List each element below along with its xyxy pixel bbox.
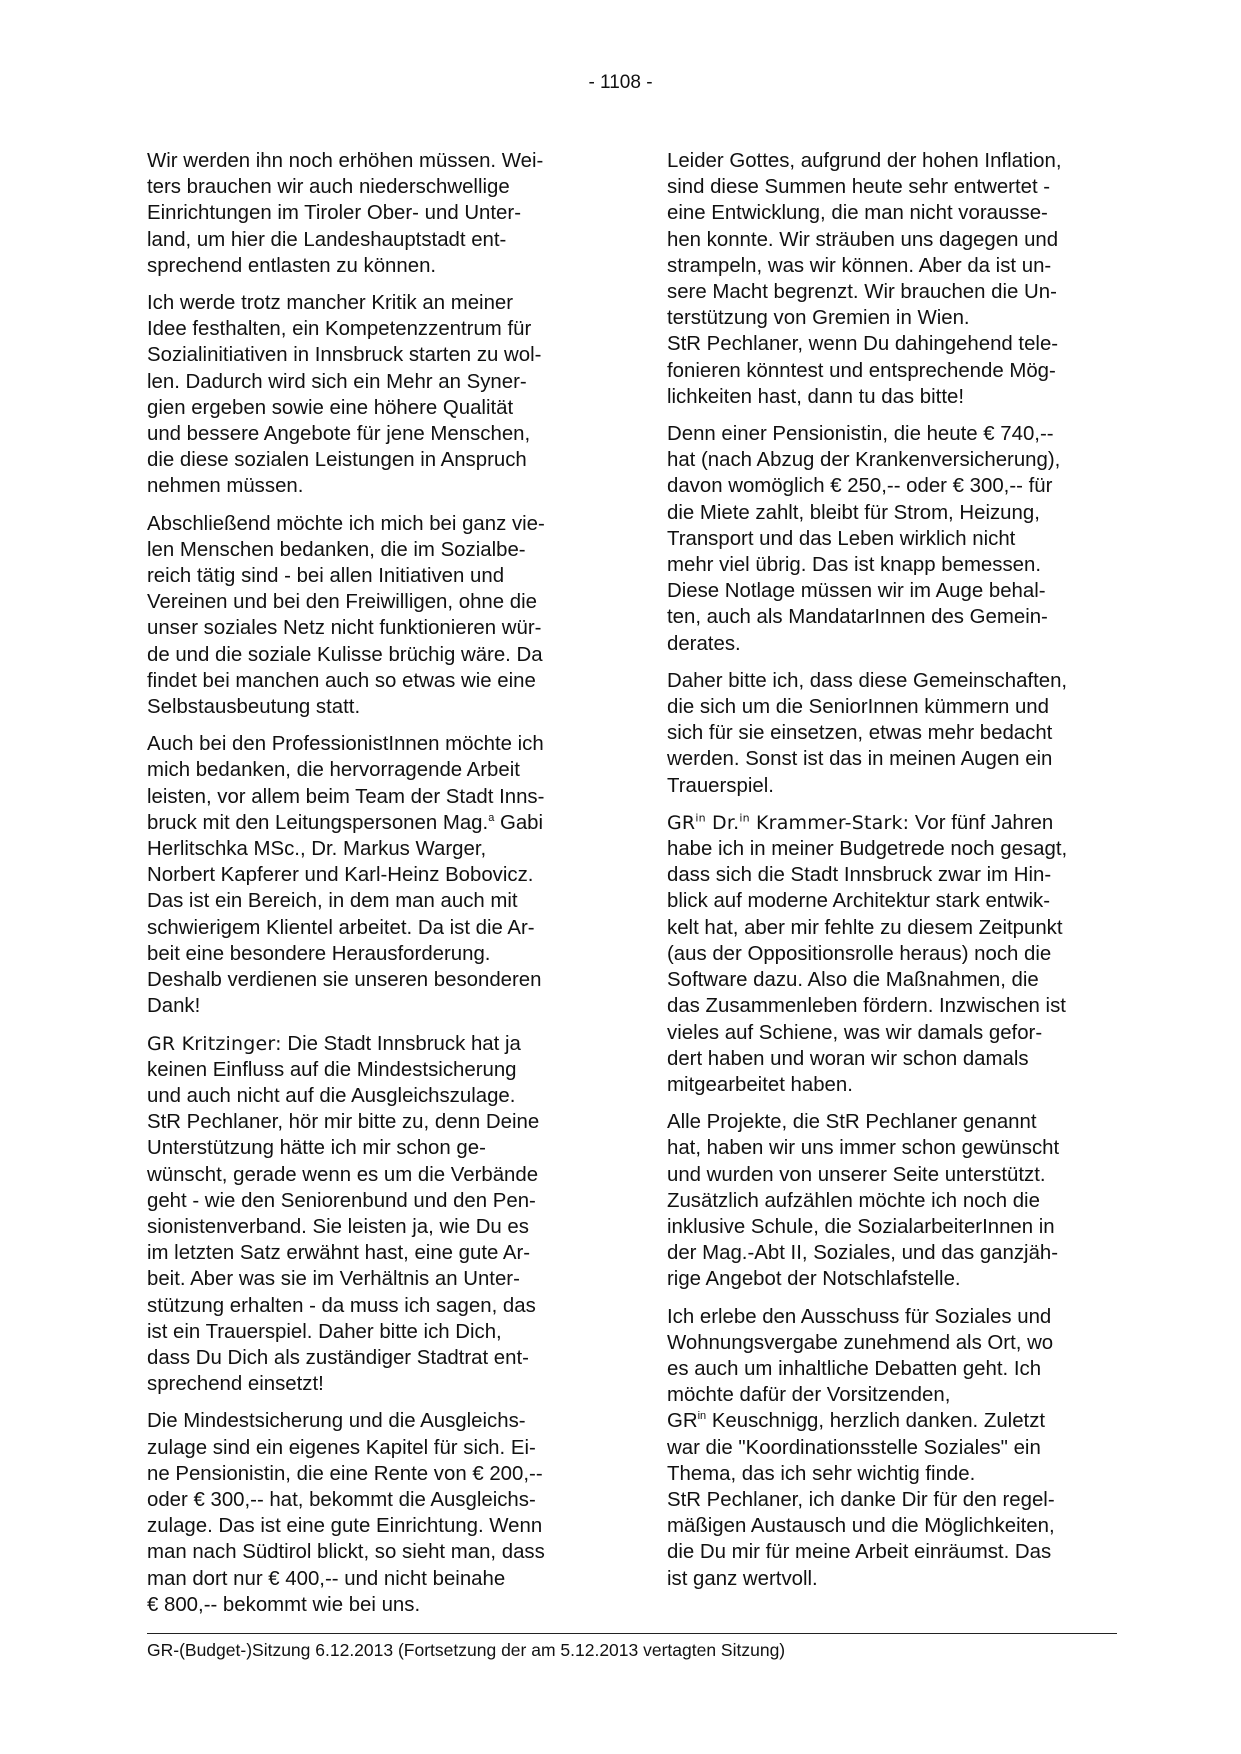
text-line: eine Entwicklung, die man nicht vorausse-: [667, 202, 1048, 225]
text-line: man dort nur € 400,-- und nicht beinahe: [147, 1567, 506, 1590]
footer-divider: [147, 1633, 1117, 1634]
text-line: ist ganz wertvoll.: [667, 1567, 818, 1590]
text-line: hat, haben wir uns immer schon gewünscht: [667, 1137, 1060, 1160]
text-line: die Miete zahlt, bleibt für Strom, Heizung,: [667, 501, 1040, 524]
text-line: Auch bei den ProfessionistInnen möchte ich: [147, 733, 544, 756]
text-line: Norbert Kapferer und Karl-Heinz Bobovicz.: [147, 864, 534, 887]
text-line: möchte dafür der Vorsitzenden,: [667, 1384, 951, 1407]
text-line: strampeln, was wir können. Aber da ist un-: [667, 254, 1052, 277]
text-line: StR Pechlaner, wenn Du dahingehend tele-: [667, 333, 1059, 356]
text-line: leisten, vor allem beim Team der Stadt Inns-: [147, 785, 545, 808]
text-line: rige Angebot der Notschlafstelle.: [667, 1268, 961, 1291]
text-line: Thema, das ich sehr wichtig finde.: [667, 1462, 976, 1485]
text-line: Diese Notlage müssen wir im Auge behal-: [667, 580, 1046, 603]
text-line: nehmen müssen.: [147, 475, 304, 498]
left-column: [147, 148, 597, 1629]
text-line: die sich um die SeniorInnen kümmern und: [667, 696, 1049, 719]
text-line: Daher bitte ich, dass diese Gemeinschaften,: [667, 669, 1068, 692]
speaker-name: GR Kritzinger:: [147, 1032, 282, 1055]
text-line: sere Macht begrenzt. Wir brauchen die Un-: [667, 281, 1057, 304]
text-line: mäßigen Austausch und die Möglichkeiten,: [667, 1515, 1055, 1538]
text-line: dert haben und woran wir schon damals: [667, 1047, 1029, 1070]
text-line: beit eine besondere Herausforderung.: [147, 942, 491, 965]
text-line: und wurden von unserer Seite unterstützt.: [667, 1163, 1046, 1186]
text-line: Die Mindestsicherung und die Ausgleichs-: [147, 1410, 526, 1433]
text-line: dass Du Dich als zuständiger Stadtrat ent-: [147, 1346, 529, 1369]
text-line: hat (nach Abzug der Krankenversicherung),: [667, 449, 1061, 472]
text-line: und bessere Angebote für jene Menschen,: [147, 423, 531, 446]
text-line: sich für sie einsetzen, etwas mehr bedacht: [667, 722, 1053, 745]
text-line: reich tätig sind - bei allen Initiativen und: [147, 565, 505, 588]
text-line: Wohnungsvergabe zunehmend als Ort, wo: [667, 1331, 1054, 1354]
text-line: schwierigem Klientel arbeitet. Da ist die Ar-: [147, 916, 535, 939]
left-paragraph-kritzinger: [147, 1031, 597, 1398]
text-line: terstützung von Gremien in Wien.: [667, 307, 970, 330]
text-line: stützung erhalten - da muss ich sagen, das: [147, 1294, 536, 1317]
text-line: geht - wie den Seniorenbund und den Pen-: [147, 1189, 536, 1212]
text-line: ten, auch als MandatarInnen des Gemein-: [667, 606, 1048, 629]
speaker-name: $GR^{in}$ Dr.$^{in}$ Krammer-Stark:: [667, 811, 910, 834]
text-line: sionistenverband. Sie leisten ja, wie Du es: [147, 1215, 529, 1238]
text-line: StR Pechlaner, ich danke Dir für den regel-: [667, 1488, 1055, 1511]
text-line: Transport und das Leben wirklich nicht: [667, 527, 1016, 550]
text-line: im letzten Satz erwähnt hast, eine gute Ar-: [147, 1242, 531, 1265]
text-line: Herlitschka MSc., Dr. Markus Warger,: [147, 838, 487, 861]
text-line: kelt hat, aber mir fehlte zu diesem Zeitpunkt: [667, 916, 1063, 939]
text-line: dass sich die Stadt Innsbruck zwar im Hin-: [667, 864, 1052, 887]
text-line: sprechend einsetzt!: [147, 1373, 324, 1396]
right-paragraph: [667, 668, 1132, 799]
left-paragraph: [147, 1408, 597, 1618]
text-line: sprechend entlasten zu können.: [147, 254, 437, 277]
page-number: - 1108 -: [588, 72, 653, 93]
text-line: € 800,-- bekommt wie bei uns.: [147, 1593, 421, 1616]
text-line: werden. Sonst ist das in meinen Augen ein: [667, 748, 1053, 771]
right-paragraph-committee: [667, 1304, 1132, 1592]
text-line: wünscht, gerade wenn es um die Verbände: [147, 1163, 539, 1186]
text-line: Trauerspiel.: [667, 774, 774, 797]
text-line: fonieren könntest und entsprechende Mög-: [667, 359, 1056, 382]
text-line: Denn einer Pensionistin, die heute € 740,--: [667, 423, 1054, 446]
text-line: sind diese Summen heute sehr entwertet -: [667, 176, 1051, 199]
text-line: das Zusammenleben fördern. Inzwischen ist: [667, 995, 1066, 1018]
text-line: ters brauchen wir auch niederschwellige: [147, 176, 510, 199]
text-line: StR Pechlaner, hör mir bitte zu, denn Deine: [147, 1111, 540, 1134]
text-line: mitgearbeitet haben.: [667, 1073, 853, 1096]
text-line: len. Dadurch wird sich ein Mehr an Syner-: [147, 370, 527, 393]
text-line: Abschließend möchte ich mich bei ganz vie-: [147, 512, 545, 535]
text-line: Software dazu. Also die Maßnahmen, die: [667, 969, 1039, 992]
text-line: oder € 300,-- hat, bekommt die Ausgleichs-: [147, 1488, 536, 1511]
text-line: Dank!: [147, 995, 201, 1018]
left-paragraph: [147, 511, 597, 721]
text-line: len Menschen bedanken, die im Sozialbe-: [147, 538, 526, 561]
text-line: lichkeiten hast, dann tu das bitte!: [667, 385, 964, 408]
text-line: vieles auf Schiene, was wir damals gefor-: [667, 1021, 1043, 1044]
text-line: der Mag.-Abt II, Soziales, und das ganzjäh-: [667, 1242, 1059, 1265]
text-line: Idee festhalten, ein Kompetenzzentrum für: [147, 318, 532, 341]
text-line: keinen Einfluss auf die Mindestsicherung: [147, 1058, 517, 1081]
text-line: man nach Südtirol blickt, so sieht man, dass: [147, 1541, 545, 1564]
text-line: Vereinen und bei den Freiwilligen, ohne die: [147, 591, 537, 614]
text-line: davon womöglich € 250,-- oder € 300,-- für: [667, 475, 1053, 498]
text-line: bruck mit den Leitungspersonen Mag.$^a$ Gabi: [147, 811, 544, 834]
text-line: zulage. Das ist eine gute Einrichtung. Wenn: [147, 1515, 543, 1538]
text-line: Deshalb verdienen sie unseren besonderen: [147, 969, 542, 992]
text-line: Unterstützung hätte ich mir schon ge-: [147, 1137, 486, 1160]
text-line: mehr viel übrig. Das ist knapp bemessen.: [667, 554, 1042, 577]
text-line: Einrichtungen im Tiroler Ober- und Unter-: [147, 202, 521, 225]
left-paragraph: [147, 290, 597, 500]
text-line: Zusätzlich aufzählen möchte ich noch die: [667, 1189, 1040, 1212]
page-footer: GR-(Budget-)Sitzung 6.12.2013 (Fortsetzung der am 5.12.2013 vertagten Sitzung): [147, 1640, 786, 1660]
text-line: die Du mir für meine Arbeit einräumst. Das: [667, 1541, 1052, 1564]
text-line: Alle Projekte, die StR Pechlaner genannt: [667, 1111, 1037, 1134]
text-line: de und die soziale Kulisse brüchig wäre. Da: [147, 643, 543, 666]
text-line: mich bedanken, die hervorragende Arbeit: [147, 759, 520, 782]
text-line: (aus der Oppositionsrolle heraus) noch die: [667, 942, 1052, 965]
text-line: derates.: [667, 632, 741, 655]
text-line: unser soziales Netz nicht funktionieren wür-: [147, 617, 542, 640]
left-paragraph: [147, 148, 597, 279]
right-paragraph: [667, 148, 1132, 410]
text-line: findet bei manchen auch so etwas wie eine: [147, 669, 536, 692]
text-line: $GR^{in}$ Keuschnigg, herzlich danken. Zuletzt: [667, 1410, 1046, 1433]
text-line: land, um hier die Landeshauptstadt ent-: [147, 228, 507, 251]
text-line: Ich erlebe den Ausschuss für Soziales und: [667, 1305, 1052, 1328]
text-line: Ich werde trotz mancher Kritik an meiner: [147, 292, 514, 315]
text-line: Sozialinitiativen in Innsbruck starten zu wol-: [147, 344, 542, 367]
right-column: [667, 148, 1132, 1603]
right-paragraph: [667, 421, 1132, 657]
text-line: GR Kritzinger: Die Stadt Innsbruck hat ja: [147, 1032, 521, 1055]
text-line: hen konnte. Wir sträuben uns dagegen und: [667, 228, 1059, 251]
text-line: zulage sind ein eigenes Kapitel für sich. Ei-: [147, 1436, 536, 1459]
left-paragraph-thanks: [147, 731, 597, 1019]
right-paragraph: [667, 1109, 1132, 1292]
right-paragraph-krammer-stark: [667, 810, 1132, 1098]
text-line: gien ergeben sowie eine höhere Qualität: [147, 396, 514, 419]
text-line: beit. Aber was sie im Verhältnis an Unter-: [147, 1268, 520, 1291]
text-line: ist ein Trauerspiel. Daher bitte ich Dich,: [147, 1320, 502, 1343]
text-line: war die "Koordinationsstelle Soziales" ein: [667, 1436, 1041, 1459]
text-line: habe ich in meiner Budgetrede noch gesagt,: [667, 838, 1068, 861]
text-line: $GR^{in}$ Dr.$^{in}$ Krammer-Stark: Vor fünf Jahren: [667, 811, 1054, 834]
text-line: blick auf moderne Architektur stark entwik-: [667, 890, 1051, 913]
text-line: Das ist ein Bereich, in dem man auch mit: [147, 890, 518, 913]
text-line: Wir werden ihn noch erhöhen müssen. Wei-: [147, 150, 544, 172]
text-line: Selbstausbeutung statt.: [147, 696, 361, 719]
text-line: die diese sozialen Leistungen in Anspruch: [147, 449, 527, 472]
text-line: Leider Gottes, aufgrund der hohen Inflation,: [667, 150, 1062, 172]
text-line: und auch nicht auf die Ausgleichszulage.: [147, 1084, 516, 1107]
text-line: ne Pensionistin, die eine Rente von € 200,--: [147, 1462, 543, 1485]
text-line: es auch um inhaltliche Debatten geht. Ich: [667, 1357, 1042, 1380]
text-line: inklusive Schule, die SozialarbeiterInnen in: [667, 1215, 1055, 1238]
